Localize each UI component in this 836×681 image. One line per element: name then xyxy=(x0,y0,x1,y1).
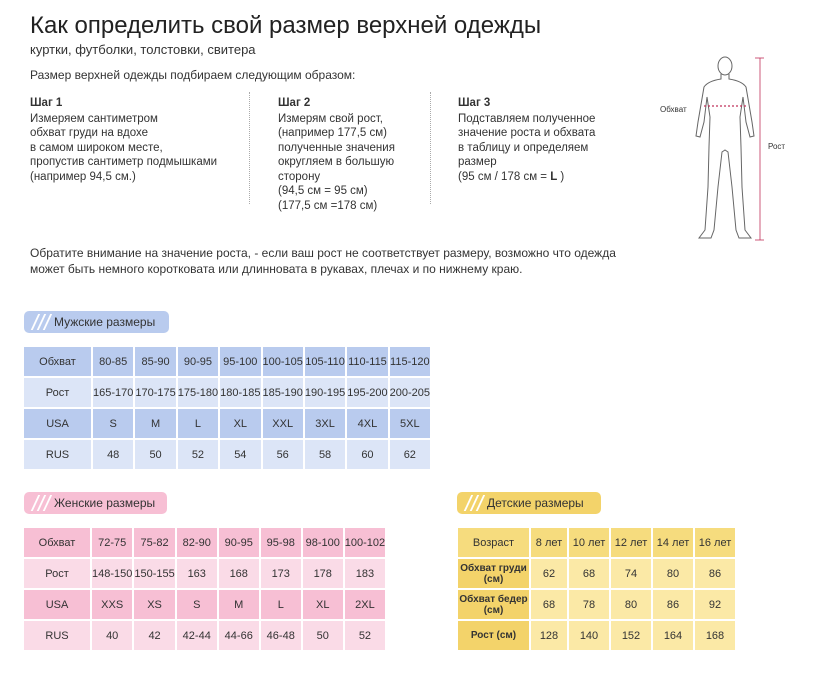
table-cell: 183 xyxy=(345,559,385,588)
table-cell: 12 лет xyxy=(611,528,651,557)
table-cell: 42 xyxy=(134,621,174,650)
table-cell: RUS xyxy=(24,440,91,469)
example-size: L xyxy=(550,170,558,183)
table-cell: Обхват груди (см) xyxy=(458,559,529,588)
table-row xyxy=(24,409,430,438)
table-row xyxy=(24,440,430,469)
table-cell: S xyxy=(93,409,133,438)
table-cell: 168 xyxy=(219,559,259,588)
table-cell: 48 xyxy=(93,440,133,469)
table-cell: 100-102 xyxy=(345,528,385,557)
table-cell: 8 лет xyxy=(531,528,567,557)
intro-text: Размер верхней одежды подбираем следующим образом: xyxy=(30,68,356,82)
table-row xyxy=(24,590,385,619)
page-title: Как определить свой размер верхней одежды xyxy=(30,12,542,39)
height-note xyxy=(30,246,616,277)
note-line: может быть немного коротковата или длинновата в рукавах, плечах и по нижнему краю. xyxy=(30,261,523,276)
men-section-header xyxy=(24,311,169,333)
table-cell: 115-120 xyxy=(390,347,430,376)
table-cell: 86 xyxy=(695,559,735,588)
table-row xyxy=(24,528,385,557)
table-cell: 200-205 xyxy=(390,378,430,407)
step-divider xyxy=(249,92,250,204)
body-silhouette-icon xyxy=(660,52,810,252)
table-cell: 92 xyxy=(695,590,735,619)
step-2-title: Шаг 2 xyxy=(278,97,311,109)
table-row xyxy=(24,378,430,407)
step-3-line: размер xyxy=(458,156,497,168)
table-cell: 170-175 xyxy=(135,378,175,407)
stripes-icon xyxy=(30,495,52,511)
table-cell: 5XL xyxy=(390,409,430,438)
table-cell: 58 xyxy=(305,440,345,469)
table-cell: 185-190 xyxy=(263,378,303,407)
table-cell: 90-95 xyxy=(178,347,218,376)
stripes-icon xyxy=(30,314,52,330)
table-cell: 40 xyxy=(92,621,132,650)
page-subtitle: куртки, футболки, толстовки, свитера xyxy=(30,42,256,57)
table-cell: 80 xyxy=(653,559,693,588)
table-row xyxy=(24,559,385,588)
table-cell: 46-48 xyxy=(261,621,301,650)
table-cell: 42-44 xyxy=(177,621,217,650)
table-cell: 95-98 xyxy=(261,528,301,557)
step-1-line: Измеряем сантиметром xyxy=(30,112,158,125)
step-1-title: Шаг 1 xyxy=(30,97,63,109)
step-divider xyxy=(430,92,431,204)
table-cell: Рост (см) xyxy=(458,621,529,650)
table-cell: 78 xyxy=(569,590,609,619)
table-cell: Рост xyxy=(24,559,90,588)
table-cell: 60 xyxy=(347,440,387,469)
table-cell: 50 xyxy=(135,440,175,469)
step-3-title: Шаг 3 xyxy=(458,97,491,109)
step-2-line: полученные значения xyxy=(278,141,395,154)
step-1-line: пропустив сантиметр подмышками xyxy=(30,156,218,168)
table-cell: 178 xyxy=(303,559,343,588)
table-cell: S xyxy=(177,590,217,619)
step-2-line: сторону xyxy=(278,170,321,183)
table-cell: 165-170 xyxy=(93,378,133,407)
table-cell: 80 xyxy=(611,590,651,619)
step-2-line: округляем в большую xyxy=(278,156,395,168)
table-cell: 72-75 xyxy=(92,528,132,557)
table-cell: L xyxy=(178,409,218,438)
table-row xyxy=(24,621,385,650)
table-cell: 140 xyxy=(569,621,609,650)
table-cell: 95-100 xyxy=(220,347,260,376)
table-cell: 14 лет xyxy=(653,528,693,557)
kids-section-header xyxy=(457,492,601,514)
table-cell: 85-90 xyxy=(135,347,175,376)
table-cell: 164 xyxy=(653,621,693,650)
table-cell: Обхват бедер (см) xyxy=(458,590,529,619)
table-cell: 105-110 xyxy=(305,347,345,376)
table-cell: USA xyxy=(24,409,91,438)
men-section-title: Мужские размеры xyxy=(54,315,156,329)
table-cell: 150-155 xyxy=(134,559,174,588)
table-row xyxy=(24,347,430,376)
men-size-table xyxy=(22,345,432,471)
table-cell: Обхват xyxy=(24,347,91,376)
example-prefix: (95 см / 178 см = xyxy=(458,170,551,183)
step-1-line: (например 94,5 см.) xyxy=(30,170,136,183)
table-cell: 74 xyxy=(611,559,651,588)
step-2-line: (например 177,5 см) xyxy=(278,127,387,139)
step-1-line: в самом широком месте, xyxy=(30,141,163,154)
table-cell: Обхват xyxy=(24,528,90,557)
kids-section-title: Детские размеры xyxy=(487,496,584,510)
table-cell: 195-200 xyxy=(347,378,387,407)
step-1-line: обхват груди на вдохе xyxy=(30,127,149,139)
step-2-line: (177,5 см =178 см) xyxy=(278,199,378,212)
table-cell: 68 xyxy=(569,559,609,588)
step-1 xyxy=(30,96,217,184)
table-cell: 110-115 xyxy=(347,347,387,376)
table-cell: 100-105 xyxy=(263,347,303,376)
height-label: Рост xyxy=(768,142,786,151)
table-cell: XXS xyxy=(92,590,132,619)
table-cell: M xyxy=(135,409,175,438)
stripes-icon xyxy=(463,495,485,511)
table-cell: 175-180 xyxy=(178,378,218,407)
table-cell: 44-66 xyxy=(219,621,259,650)
table-cell: 3XL xyxy=(305,409,345,438)
table-cell: 50 xyxy=(303,621,343,650)
table-row xyxy=(458,590,735,619)
table-cell: 62 xyxy=(390,440,430,469)
step-2-line: (94,5 см = 95 см) xyxy=(278,185,368,197)
step-3-line: значение роста и обхвата xyxy=(458,127,596,139)
table-cell: 2XL xyxy=(345,590,385,619)
table-cell: L xyxy=(261,590,301,619)
table-cell: XXL xyxy=(263,409,303,438)
table-cell: 75-82 xyxy=(134,528,174,557)
table-cell: 168 xyxy=(695,621,735,650)
table-row xyxy=(458,621,735,650)
example-suffix: ) xyxy=(557,170,565,183)
table-cell: 56 xyxy=(263,440,303,469)
table-cell: 10 лет xyxy=(569,528,609,557)
step-3-line: Подставляем полученное xyxy=(458,112,596,125)
chest-label: Обхват xyxy=(660,105,687,114)
table-cell: 128 xyxy=(531,621,567,650)
step-3-line: в таблицу и определяем xyxy=(458,141,589,154)
table-cell: 54 xyxy=(220,440,260,469)
step-3 xyxy=(458,96,595,184)
table-cell: 98-100 xyxy=(303,528,343,557)
step-3-example xyxy=(458,170,595,185)
women-section-title: Женские размеры xyxy=(54,496,156,510)
table-cell: 190-195 xyxy=(305,378,345,407)
table-cell: 16 лет xyxy=(695,528,735,557)
kids-size-table xyxy=(456,526,737,652)
table-cell: 152 xyxy=(611,621,651,650)
table-cell: 4XL xyxy=(347,409,387,438)
table-cell: Возраст xyxy=(458,528,529,557)
table-cell: RUS xyxy=(24,621,90,650)
table-cell: 52 xyxy=(178,440,218,469)
table-row xyxy=(458,528,735,557)
table-cell: 86 xyxy=(653,590,693,619)
table-cell: Рост xyxy=(24,378,91,407)
table-cell: 62 xyxy=(531,559,567,588)
women-section-header xyxy=(24,492,167,514)
body-measure-figure xyxy=(660,52,810,252)
table-cell: 82-90 xyxy=(177,528,217,557)
table-cell: 148-150 xyxy=(92,559,132,588)
table-cell: 90-95 xyxy=(219,528,259,557)
table-cell: XL xyxy=(220,409,260,438)
step-2 xyxy=(278,96,395,213)
table-cell: 52 xyxy=(345,621,385,650)
table-cell: 68 xyxy=(531,590,567,619)
table-cell: M xyxy=(219,590,259,619)
table-cell: XL xyxy=(303,590,343,619)
table-cell: 180-185 xyxy=(220,378,260,407)
table-cell: 80-85 xyxy=(93,347,133,376)
note-line: Обратите внимание на значение роста, - если ваш рост не соответствует размеру, возможно что одежда xyxy=(30,246,616,260)
table-cell: XS xyxy=(134,590,174,619)
table-row xyxy=(458,559,735,588)
table-cell: 173 xyxy=(261,559,301,588)
step-2-line: Измерям свой рост, xyxy=(278,112,383,125)
women-size-table xyxy=(22,526,387,652)
table-cell: 163 xyxy=(177,559,217,588)
table-cell: USA xyxy=(24,590,90,619)
